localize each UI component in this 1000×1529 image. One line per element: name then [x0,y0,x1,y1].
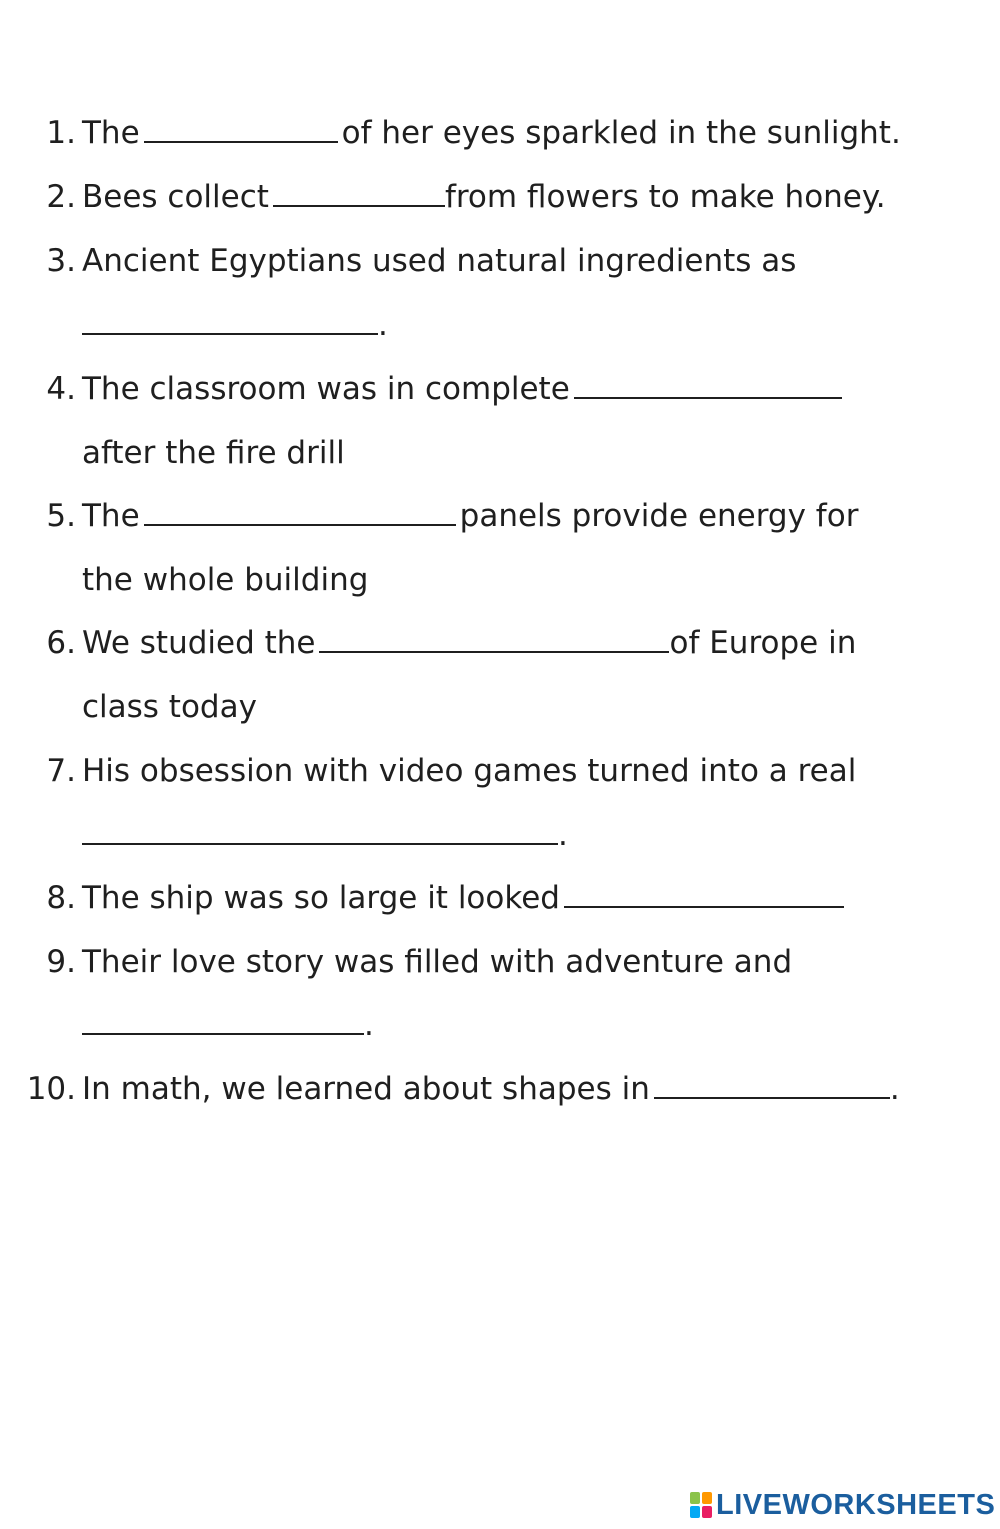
answer-blank[interactable] [144,115,338,143]
text-after: of Europe in [669,625,857,661]
text-before: The ship was so large it looked [82,880,560,916]
question-number: 9. [46,944,76,980]
question-number: 1. [46,115,76,151]
text-before: Bees collect [82,179,269,215]
logo-square-3 [690,1506,700,1518]
answer-blank[interactable] [654,1071,890,1099]
question-text [82,618,856,668]
text-before: In math, we learned about shapes in [82,1071,650,1107]
logo-square-1 [690,1492,700,1504]
text-before: The classroom was in complete [82,371,570,407]
answer-blank[interactable] [273,179,445,207]
question-number: 3. [46,243,76,279]
text-after: . [558,817,568,853]
question-text: Their love story was filled with adventure and [82,944,793,980]
question-number: 8. [46,880,76,916]
answer-blank[interactable] [82,1007,364,1035]
text-after: . [364,1007,374,1043]
logo-text: LIVEWORKSHEETS [716,1488,996,1521]
question-number: 10. [26,1071,76,1107]
question-text [82,108,901,158]
question-text: class today [82,689,257,725]
answer-blank[interactable] [82,307,378,335]
question-text: after the fire drill [82,435,345,471]
question-number: 6. [46,625,76,661]
text-after: from flowers to make honey. [444,179,886,215]
answer-blank[interactable] [564,880,844,908]
answer-blank[interactable] [319,625,669,653]
question-text [82,1064,900,1114]
answer-blank[interactable] [82,817,558,845]
question-text: His obsession with video games turned into a real [82,753,857,789]
text-after: of her eyes sparkled in the sunlight. [341,115,901,151]
question-text [82,172,886,222]
liveworksheets-logo [690,1488,995,1522]
logo-square-4 [702,1506,712,1518]
question-text [82,364,846,414]
question-text: Ancient Egyptians used natural ingredients as [82,243,797,279]
text-before: The [82,115,140,151]
liveworksheets-logo-icon [690,1492,712,1518]
answer-blank[interactable] [144,498,456,526]
question-text [82,873,848,923]
text-before: The [82,498,140,534]
text-before: We studied the [82,625,316,661]
question-number: 7. [46,753,76,789]
question-text [82,810,568,860]
logo-square-2 [702,1492,712,1504]
question-text [82,491,858,541]
question-number: 2. [46,179,76,215]
text-after: . [889,1071,900,1107]
question-number: 4. [46,371,76,407]
question-text: the whole building [82,562,369,598]
question-text [82,300,388,350]
text-after: panels provide energy for [459,498,859,534]
question-number: 5. [46,498,76,534]
answer-blank[interactable] [574,371,842,399]
question-text [82,1000,374,1050]
text-after: . [378,307,388,343]
